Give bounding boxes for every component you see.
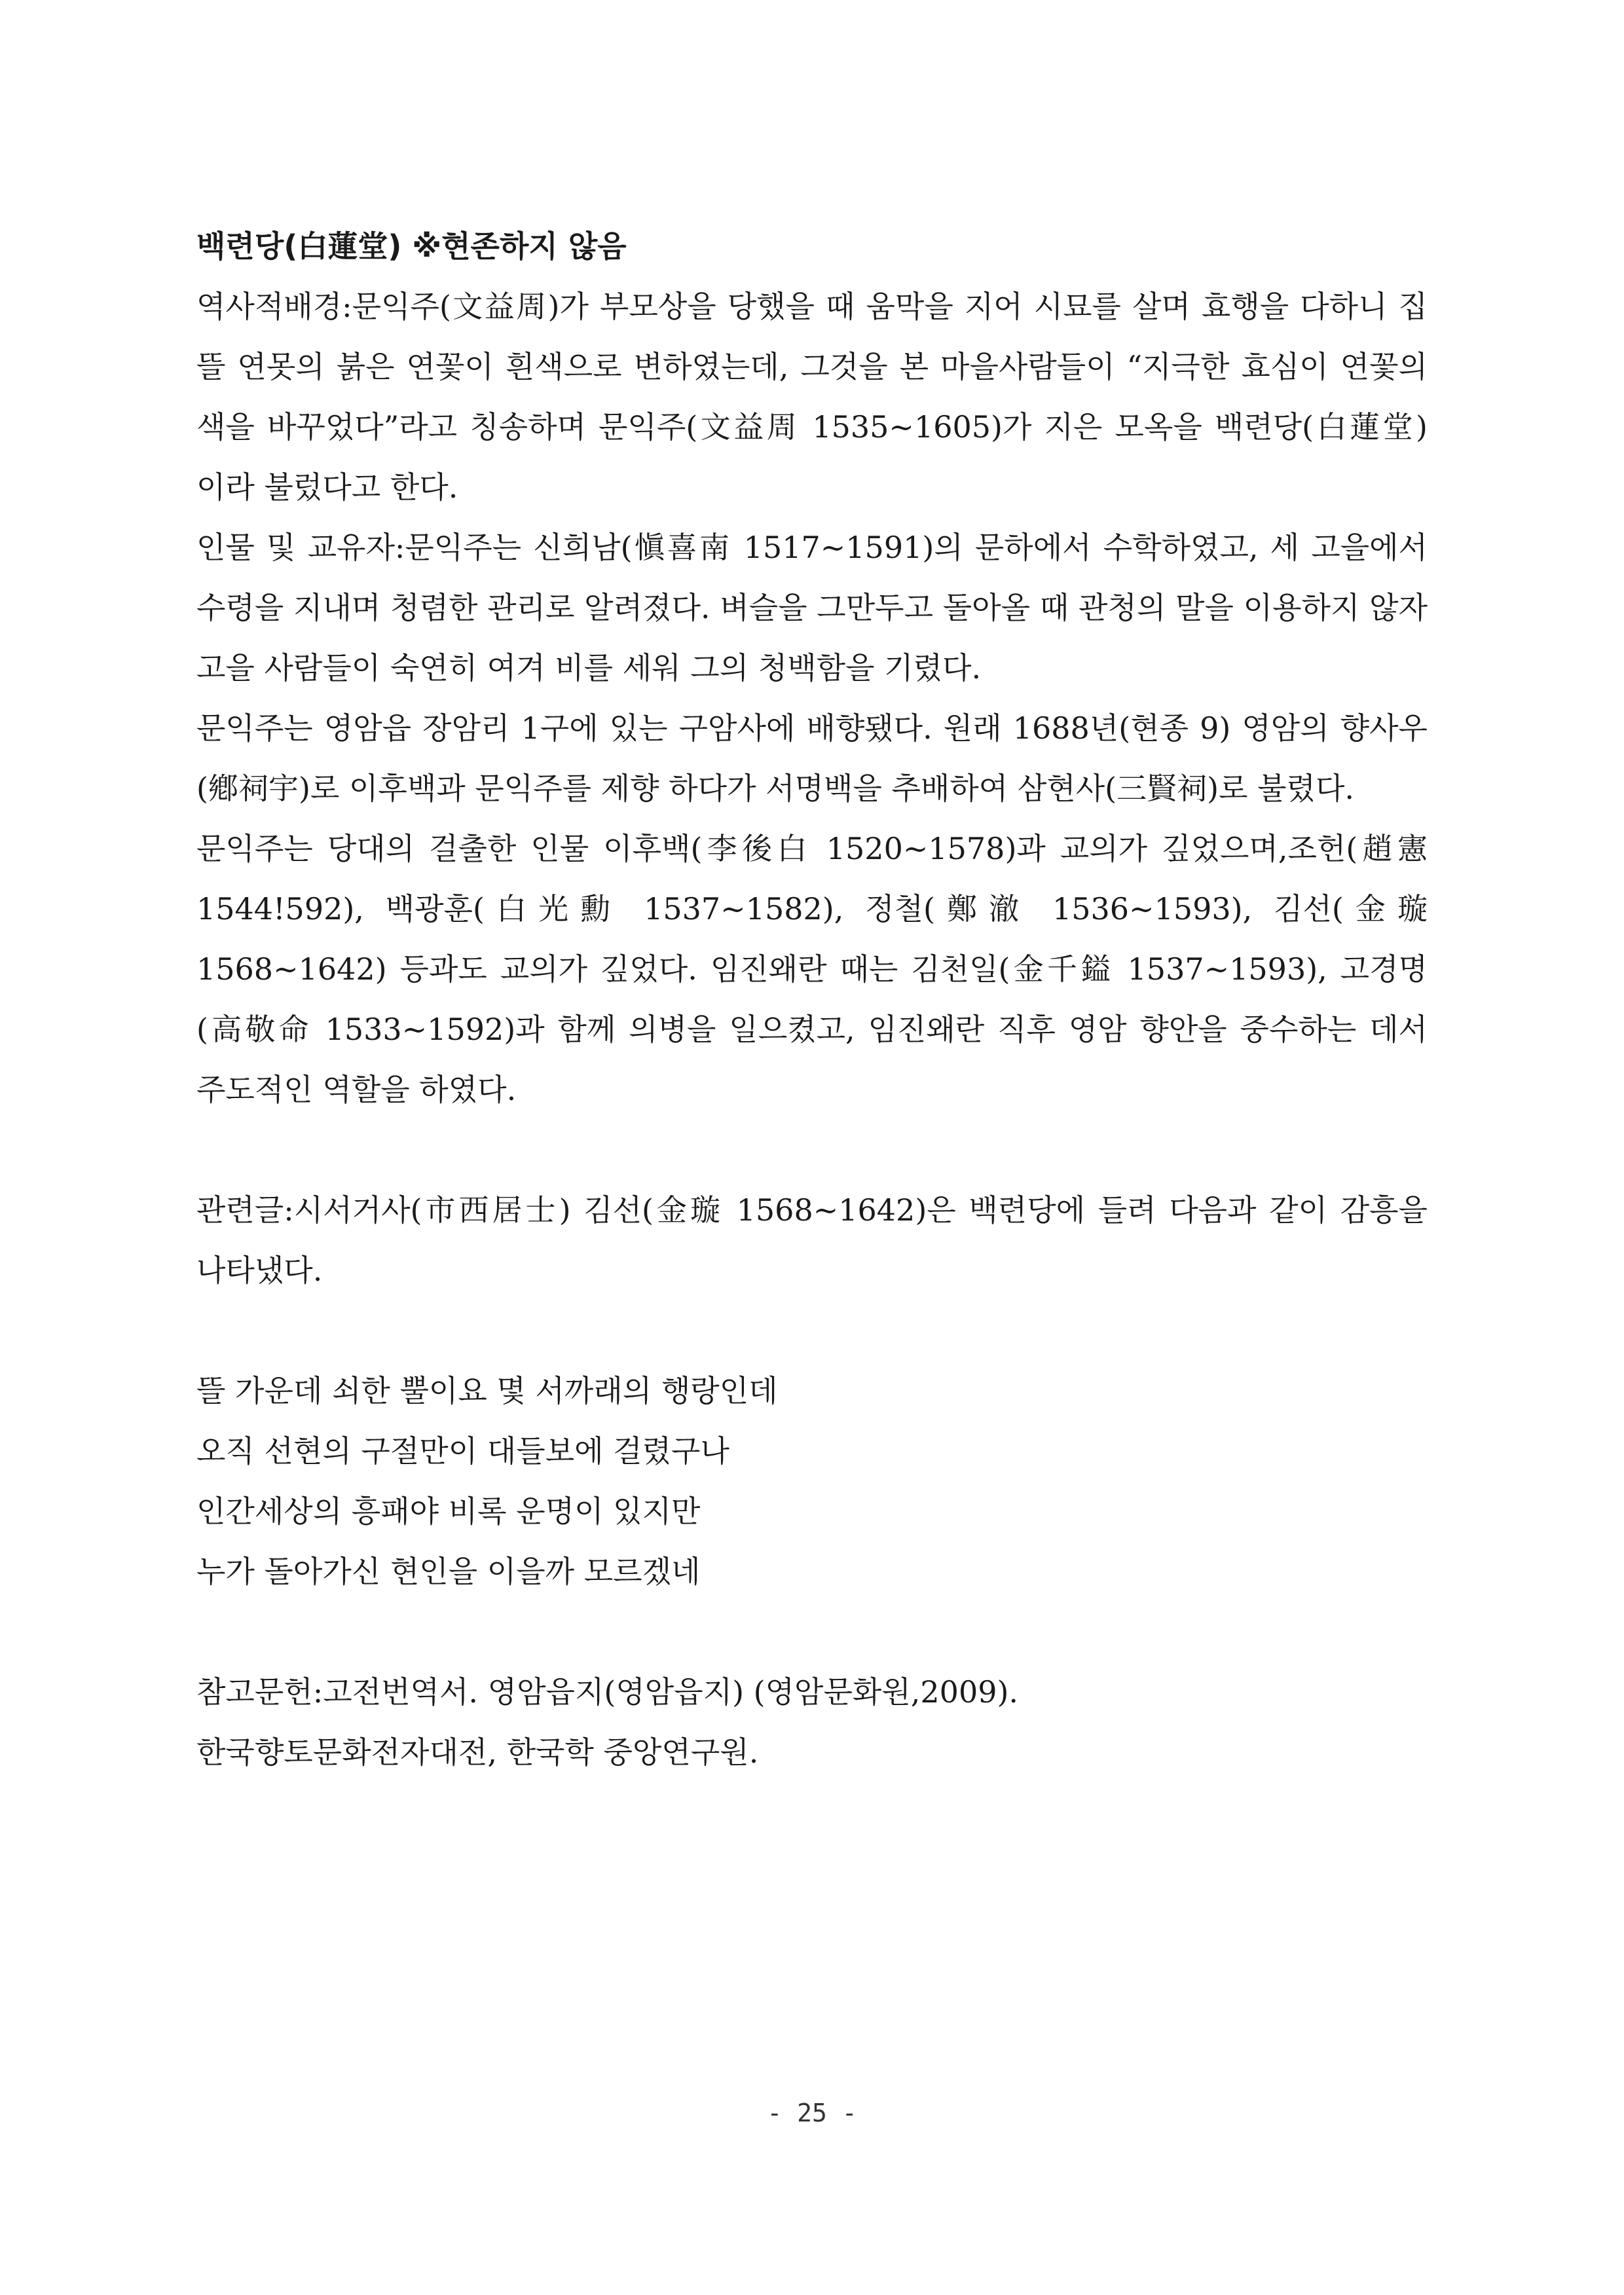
page-number: - 25 - xyxy=(767,2099,857,2127)
spacer xyxy=(196,1120,1428,1180)
poem-line: 뜰 가운데 쇠한 뿔이요 몇 서까래의 행랑인데 xyxy=(196,1373,778,1408)
paragraph-people-and-associates: 인물 및 교유자:문익주는 신희남(愼喜南 1517~1591)의 문하에서 수학하였고, 세 고을에서 수령을 지내며 청렴한 관리로 알려졌다. 벼슬을 그만두고 돌아올 때 관청의 말을 이용하지 않자 고을 사람들이 숙연히 여겨 비를 세워 그의 청백함을 기렸다. xyxy=(196,530,1428,686)
references xyxy=(196,1662,1428,1782)
paragraph-relationships: 문익주는 당대의 걸출한 인물 이후백(李後白 1520~1578)과 교의가 깊었으며,조헌(趙憲 1544!592), 백광훈(白光勳 1537~1582), 정철(鄭澈 1536~1593), 김선(金璇 1568~1642) 등과도 교의가 깊었다. 임진왜란 때는 김천일(金千鎰 1537~1593), 고경명(高敬命 1533~1592)과 함께 의병을 일으켰고, 임진왜란 직후 영암 향안을 중수하는 데서 주도적인 역할을 하였다. xyxy=(196,831,1428,1107)
document-body xyxy=(196,216,1428,1782)
poem xyxy=(196,1361,1428,1602)
spacer xyxy=(196,1602,1428,1662)
poem-line: 오직 선현의 구절만이 대들보에 걸렸구나 xyxy=(196,1433,729,1469)
paragraph-related-writing: 관련글:시서거사(市西居士) 김선(金璇 1568~1642)은 백련당에 들려 다음과 같이 감흥을 나타냈다. xyxy=(196,1192,1428,1288)
spacer xyxy=(196,1300,1428,1361)
poem-line: 누가 돌아가신 현인을 이을까 모르겠네 xyxy=(196,1554,701,1589)
paragraph-enshrinement: 문익주는 영암읍 장암리 1구에 있는 구암사에 배향됐다. 원래 1688년(현종 9) 영암의 향사우(鄕祠宇)로 이후백과 문익주를 제향 하다가 서명백을 추배하여 삼현사(三賢祠)로 불렸다. xyxy=(196,710,1428,806)
reference-line: 참고문헌:고전번역서. 영암읍지(영암읍지) (영암문화원,2009). xyxy=(196,1674,1019,1710)
reference-line: 한국향토문화전자대전, 한국학 중앙연구원. xyxy=(196,1735,759,1770)
section-title: 백련당(白蓮堂) ※현존하지 않음 xyxy=(196,229,627,264)
paragraph-historical-background: 역사적배경:문익주(文益周)가 부모상을 당했을 때 움막을 지어 시묘를 살며 효행을 다하니 집 뜰 연못의 붉은 연꽃이 흰색으로 변하였는데, 그것을 본 마을사람들이 “지극한 효심이 연꽃의 색을 바꾸었다”라고 칭송하며 문익주(文益周 1535~1605)가 지은 모옥을 백련당(白蓮堂)이라 불렀다고 한다. xyxy=(196,289,1428,505)
poem-line: 인간세상의 흥패야 비록 운명이 있지만 xyxy=(196,1494,701,1529)
